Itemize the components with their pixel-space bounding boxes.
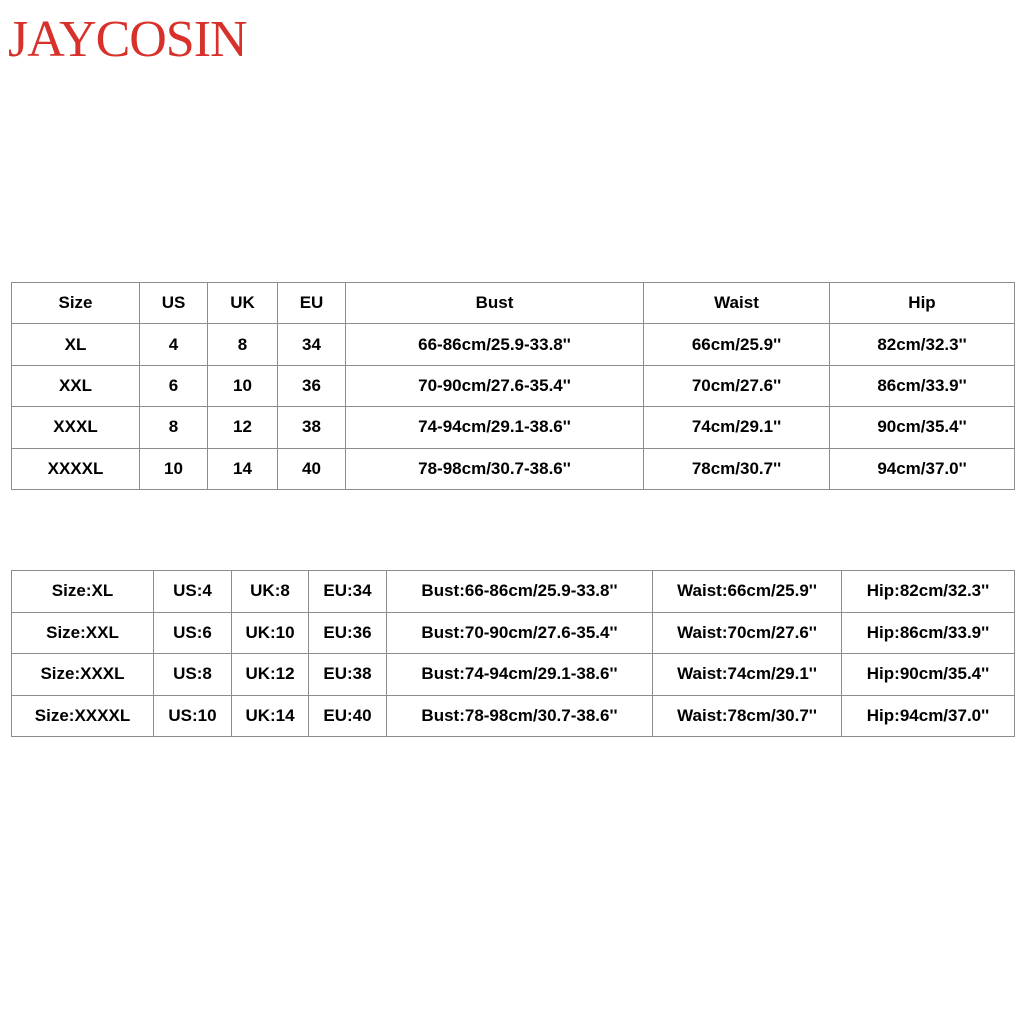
cell-bust: 78-98cm/30.7-38.6'': [346, 448, 644, 489]
cell-uk: 10: [208, 365, 278, 406]
cell-us: 4: [140, 324, 208, 365]
header-hip: Hip: [830, 283, 1015, 324]
cell-eu: EU:40: [309, 695, 387, 737]
cell-bust: Bust:66-86cm/25.9-33.8'': [387, 571, 653, 613]
cell-hip: Hip:86cm/33.9'': [842, 612, 1015, 654]
cell-size: Size:XXXL: [12, 654, 154, 696]
cell-bust: Bust:70-90cm/27.6-35.4'': [387, 612, 653, 654]
header-us: US: [140, 283, 208, 324]
table-row: [12, 324, 1015, 365]
cell-us: 8: [140, 407, 208, 448]
table-row: [12, 654, 1015, 696]
cell-size: Size:XL: [12, 571, 154, 613]
cell-us: US:6: [154, 612, 232, 654]
cell-waist: Waist:78cm/30.7'': [653, 695, 842, 737]
table-row: [12, 407, 1015, 448]
cell-size: Size:XXXXL: [12, 695, 154, 737]
cell-hip: 90cm/35.4'': [830, 407, 1015, 448]
table-header-row: [12, 283, 1015, 324]
size-chart-table: [11, 282, 1015, 490]
cell-waist: Waist:66cm/25.9'': [653, 571, 842, 613]
cell-us: US:4: [154, 571, 232, 613]
header-uk: UK: [208, 283, 278, 324]
cell-hip: Hip:90cm/35.4'': [842, 654, 1015, 696]
cell-waist: 66cm/25.9'': [644, 324, 830, 365]
cell-us: US:8: [154, 654, 232, 696]
table-row: [12, 612, 1015, 654]
cell-uk: UK:14: [232, 695, 309, 737]
cell-size: Size:XXL: [12, 612, 154, 654]
cell-waist: 70cm/27.6'': [644, 365, 830, 406]
cell-uk: UK:8: [232, 571, 309, 613]
cell-hip: Hip:82cm/32.3'': [842, 571, 1015, 613]
cell-hip: 82cm/32.3'': [830, 324, 1015, 365]
table-row: [12, 448, 1015, 489]
cell-bust: 74-94cm/29.1-38.6'': [346, 407, 644, 448]
cell-eu: 36: [278, 365, 346, 406]
cell-bust: Bust:74-94cm/29.1-38.6'': [387, 654, 653, 696]
cell-us: 10: [140, 448, 208, 489]
table-row: [12, 695, 1015, 737]
cell-size: XXXXL: [12, 448, 140, 489]
cell-eu: 34: [278, 324, 346, 365]
cell-uk: UK:12: [232, 654, 309, 696]
header-bust: Bust: [346, 283, 644, 324]
cell-bust: Bust:78-98cm/30.7-38.6'': [387, 695, 653, 737]
cell-waist: 74cm/29.1'': [644, 407, 830, 448]
brand-logo: JAYCOSIN: [8, 11, 247, 68]
cell-waist: Waist:70cm/27.6'': [653, 612, 842, 654]
table-row: [12, 365, 1015, 406]
cell-eu: 38: [278, 407, 346, 448]
cell-uk: 14: [208, 448, 278, 489]
cell-uk: 8: [208, 324, 278, 365]
cell-size: XXL: [12, 365, 140, 406]
table-row: [12, 571, 1015, 613]
cell-us: 6: [140, 365, 208, 406]
cell-uk: UK:10: [232, 612, 309, 654]
cell-eu: 40: [278, 448, 346, 489]
cell-waist: 78cm/30.7'': [644, 448, 830, 489]
cell-hip: 94cm/37.0'': [830, 448, 1015, 489]
cell-size: XL: [12, 324, 140, 365]
cell-hip: 86cm/33.9'': [830, 365, 1015, 406]
cell-eu: EU:36: [309, 612, 387, 654]
cell-uk: 12: [208, 407, 278, 448]
header-waist: Waist: [644, 283, 830, 324]
cell-hip: Hip:94cm/37.0'': [842, 695, 1015, 737]
cell-bust: 70-90cm/27.6-35.4'': [346, 365, 644, 406]
cell-size: XXXL: [12, 407, 140, 448]
header-size: Size: [12, 283, 140, 324]
cell-us: US:10: [154, 695, 232, 737]
header-eu: EU: [278, 283, 346, 324]
size-chart-labeled-table: [11, 570, 1015, 737]
cell-eu: EU:34: [309, 571, 387, 613]
cell-waist: Waist:74cm/29.1'': [653, 654, 842, 696]
cell-eu: EU:38: [309, 654, 387, 696]
cell-bust: 66-86cm/25.9-33.8'': [346, 324, 644, 365]
